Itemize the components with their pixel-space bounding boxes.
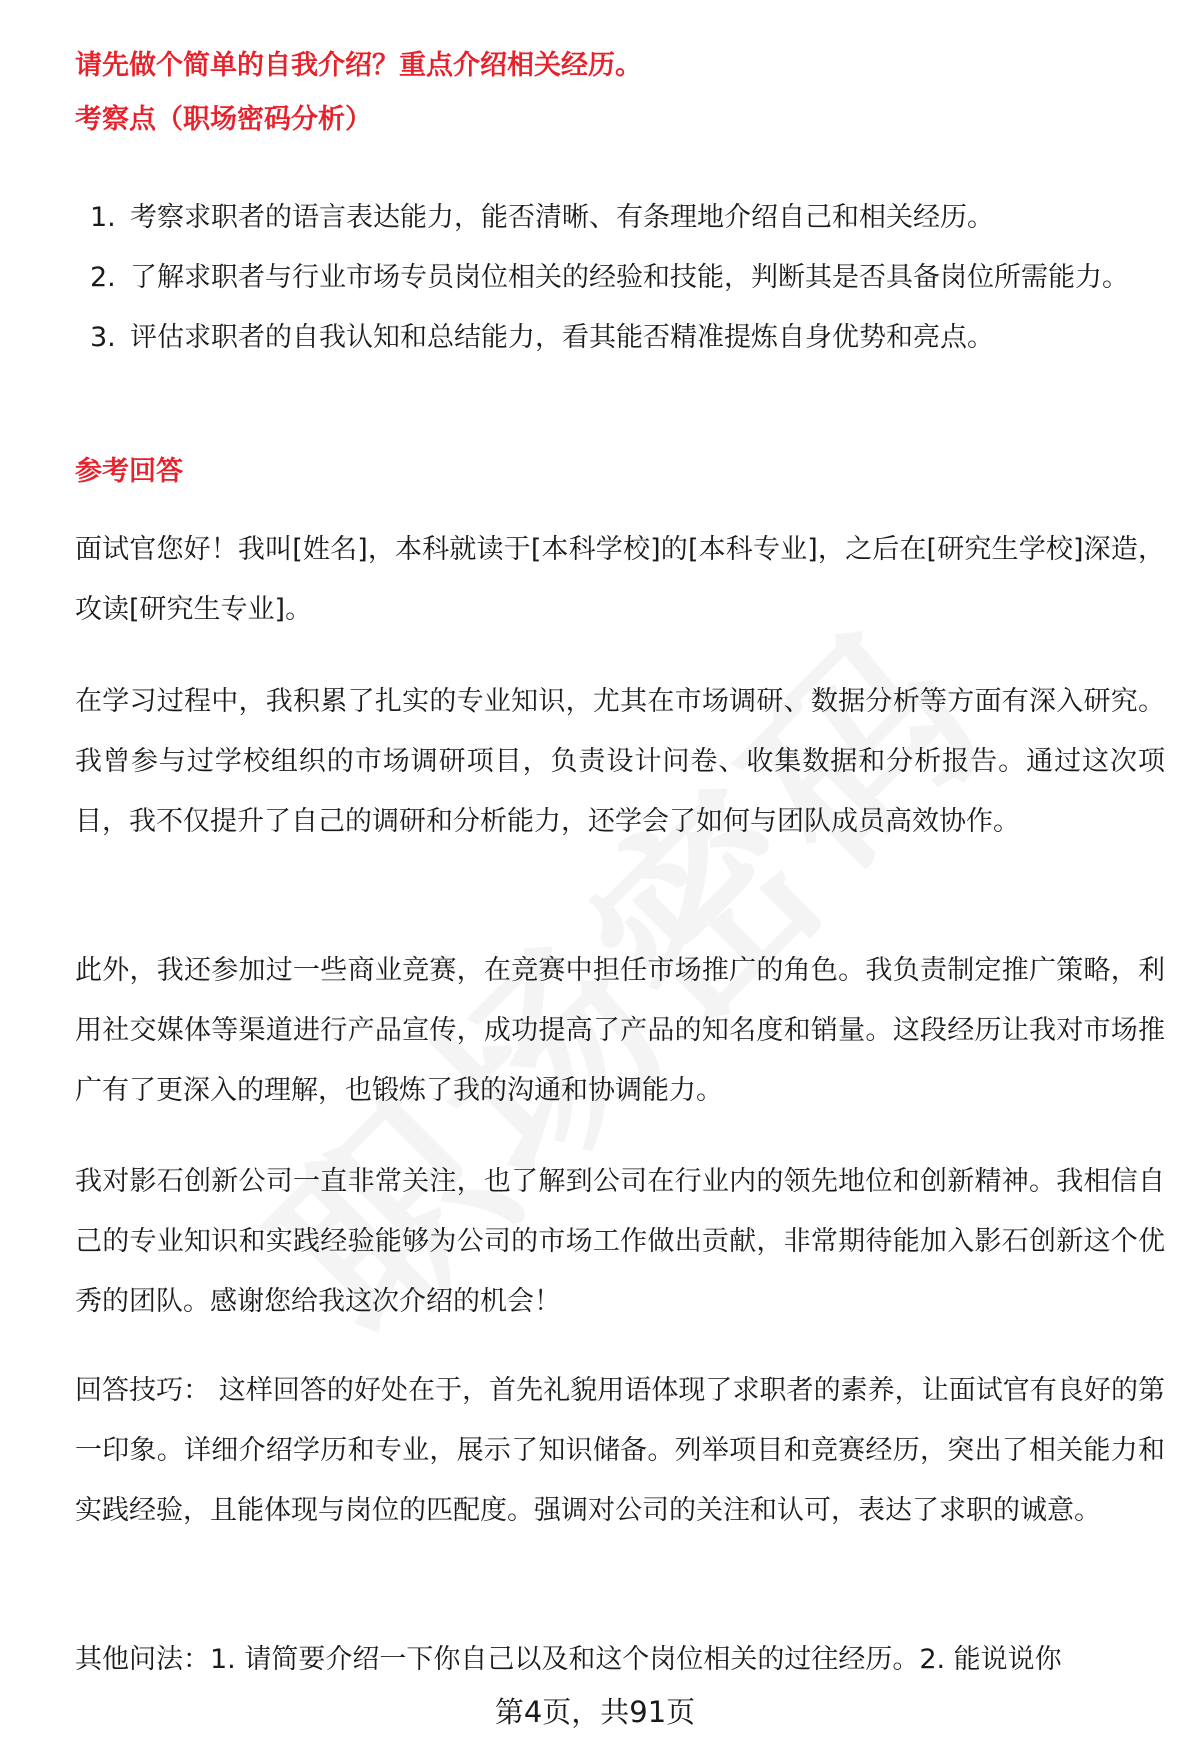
list-item (75, 188, 1165, 248)
page-footer: 第4页，共91页 (494, 1695, 696, 1729)
question-heading: 请先做个简单的自我介绍？重点介绍相关经历。 (75, 50, 642, 81)
list-text: 评估求职者的自我认知和总结能力，看其能否精准提炼自身优势和亮点。 (130, 322, 994, 353)
list-text: 考察求职者的语言表达能力，能否清晰、有条理地介绍自己和相关经历。 (130, 202, 994, 233)
answer-tips: 回答技巧： 这样回答的好处在于，首先礼貌用语体现了求职者的素养，让面试官有良好的第一印象。详细介绍学历和专业，展示了知识储备。列举项目和竞赛经历，突出了相关能力和实践经验，且能体现与岗位的匹配度。强调对公司的关注和认可，表达了求职的诚意。 (75, 1375, 1165, 1526)
list-number: 1. (90, 202, 116, 233)
list-number: 2. (90, 262, 116, 293)
analysis-heading: 考察点（职场密码分析） (75, 104, 372, 135)
answer-heading: 参考回答 (75, 456, 183, 487)
list-number: 3. (90, 322, 116, 353)
answer-paragraph: 面试官您好！我叫[姓名]，本科就读于[本科学校]的[本科专业]，之后在[研究生学校]深造，攻读[研究生专业]。 (75, 534, 1165, 625)
list-text: 了解求职者与行业市场专员岗位相关的经验和技能，判断其是否具备岗位所需能力。 (130, 262, 1129, 293)
answer-paragraph: 此外，我还参加过一些商业竞赛，在竞赛中担任市场推广的角色。我负责制定推广策略，利用社交媒体等渠道进行产品宣传，成功提高了产品的知名度和销量。这段经历让我对市场推广有了更深入的理解，也锻炼了我的沟通和协调能力。 (75, 955, 1165, 1106)
list-item (75, 248, 1165, 308)
analysis-list (75, 188, 1165, 368)
list-item (75, 308, 1165, 368)
answer-paragraph: 在学习过程中，我积累了扎实的专业知识，尤其在市场调研、数据分析等方面有深入研究。我曾参与过学校组织的市场调研项目，负责设计问卷、收集数据和分析报告。通过这次项目，我不仅提升了自己的调研和分析能力，还学会了如何与团队成员高效协作。 (75, 686, 1165, 837)
answer-paragraph: 我对影石创新公司一直非常关注，也了解到公司在行业内的领先地位和创新精神。我相信自己的专业知识和实践经验能够为公司的市场工作做出贡献，非常期待能加入影石创新这个优秀的团队。感谢您给我这次介绍的机会！ (75, 1166, 1165, 1317)
other-questions: 其他问法：1. 请简要介绍一下你自己以及和这个岗位相关的过往经历。2. 能说说你 (75, 1644, 1062, 1675)
